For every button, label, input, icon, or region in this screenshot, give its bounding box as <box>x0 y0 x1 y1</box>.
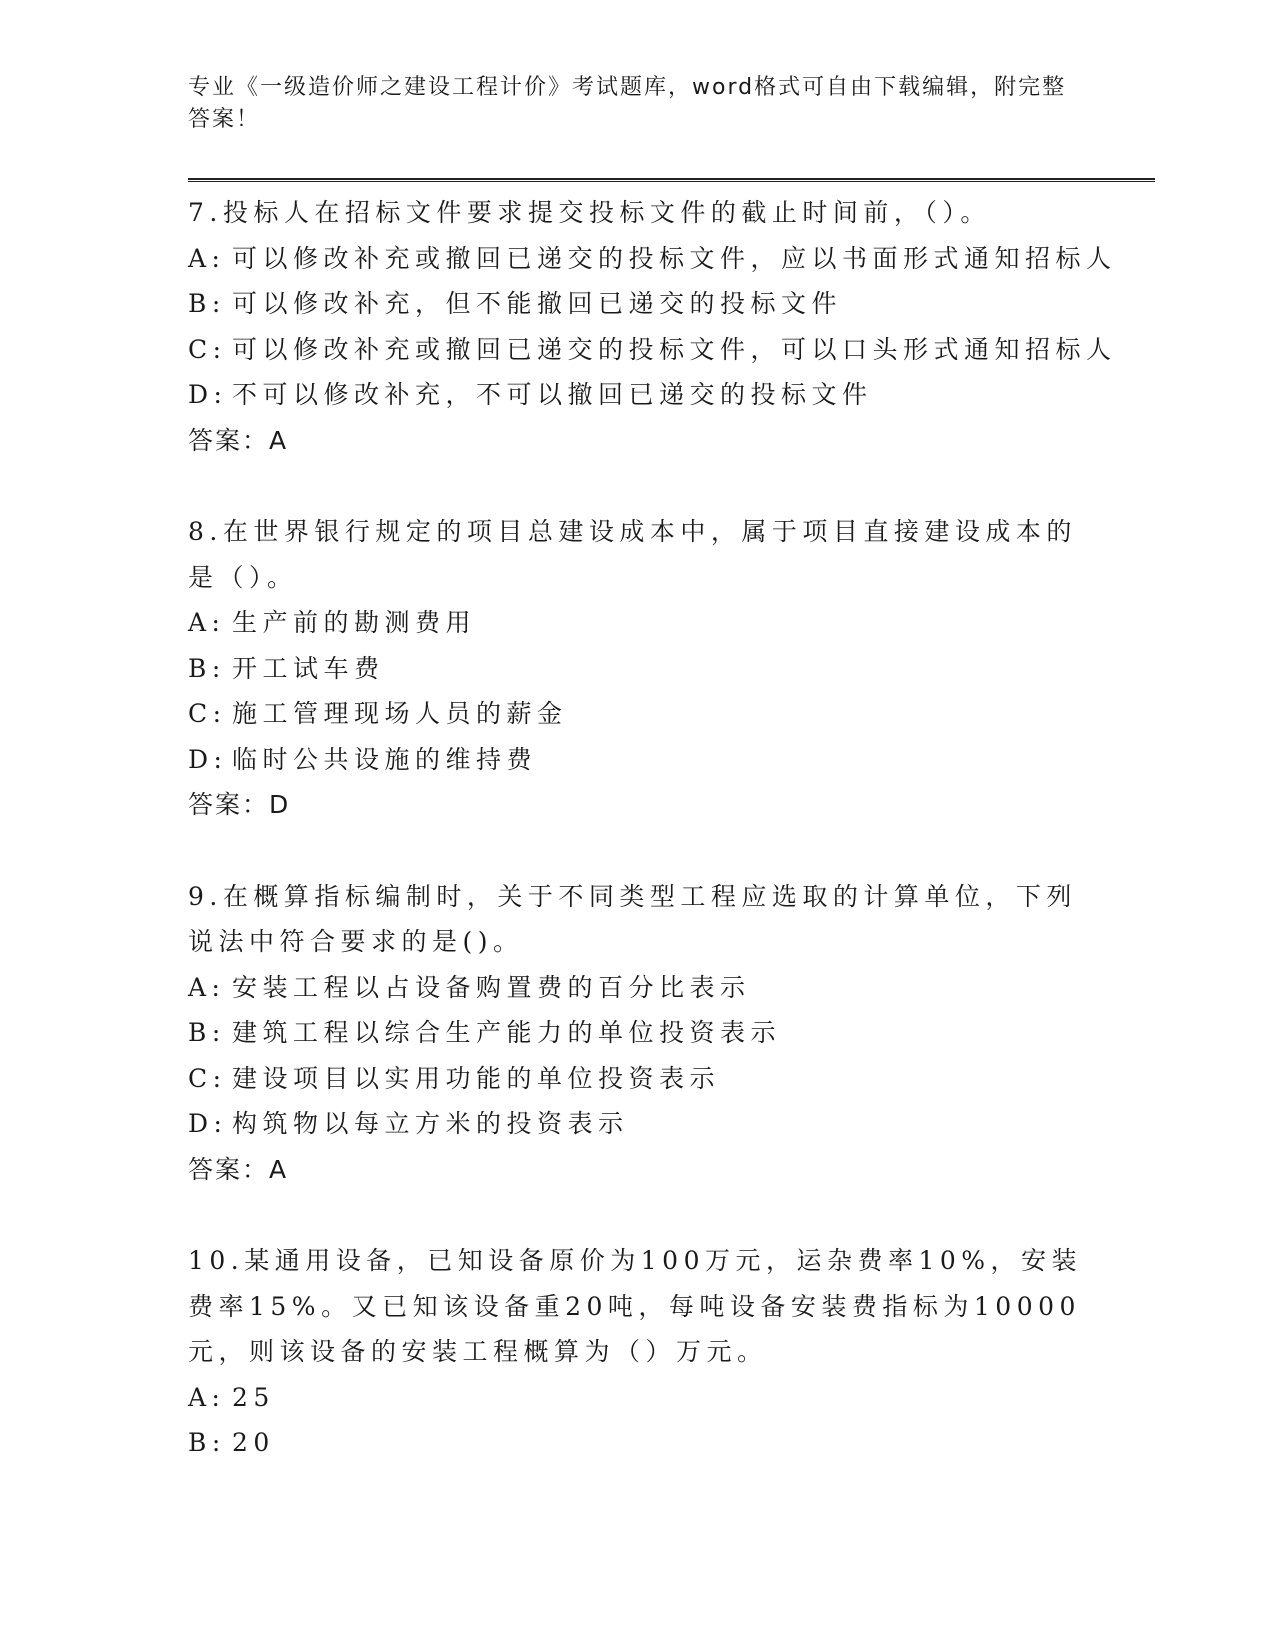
option-text: 可以修改补充或撤回已递交的投标文件，应以书面形式通知招标人 <box>232 243 1117 273</box>
option-key: D: <box>188 1109 228 1138</box>
option-key: C: <box>188 334 227 364</box>
option-text: 开工试车费 <box>232 653 385 683</box>
question-stem: 9.在概算指标编制时，关于不同类型工程应选取的计算单位，下列说法中符合要求的是()。 <box>188 881 1077 956</box>
option-text: 可以修改补充，但不能撤回已递交的投标文件 <box>232 289 843 318</box>
question-stem: 8.在世界银行规定的项目总建设成本中，属于项目直接建设成本的是（）。 <box>188 517 1077 592</box>
option-key: A: <box>188 972 226 1002</box>
option-text: 不可以修改补充，不可以撤回已递交的投标文件 <box>232 380 873 409</box>
option-text: 建设项目以实用功能的单位投资表示 <box>232 1063 721 1093</box>
option-a <box>188 965 1088 1011</box>
answer-line: 答案：A <box>188 425 289 455</box>
option-key: A: <box>188 1382 226 1412</box>
option-text: 可以修改补充或撤回已递交的投标文件，可以口头形式通知招标人 <box>232 334 1117 364</box>
option-a <box>188 600 1088 646</box>
option-b <box>188 1010 1088 1056</box>
option-key: D: <box>188 380 228 409</box>
document-intro: 专业《一级造价师之建设工程计价》考试题库，word格式可自由下载编辑，附完整答案！ <box>188 75 1067 132</box>
question-7 <box>188 190 1117 463</box>
option-d <box>188 737 1088 783</box>
option-text: 安装工程以占设备购置费的百分比表示 <box>232 972 751 1002</box>
answer-line: 答案：A <box>188 1154 289 1184</box>
option-c <box>188 327 1117 373</box>
option-b <box>188 646 1088 692</box>
option-key: C: <box>188 699 227 728</box>
option-b <box>188 281 1088 327</box>
header-divider <box>188 178 1155 182</box>
option-text: 20 <box>232 1428 275 1457</box>
question-stem: 10.某通用设备，已知设备原价为100万元，运杂费率10%，安装费率15%。又已知该设备重20吨，每吨设备安装费指标为10000元，则该设备的安装工程概算为（）万元。 <box>188 1246 1083 1366</box>
question-9 <box>188 874 1088 1193</box>
option-key: B: <box>188 289 226 318</box>
option-key: C: <box>188 1063 227 1093</box>
question-stem: 7.投标人在招标文件要求提交投标文件的截止时间前，（）。 <box>188 198 991 227</box>
question-spacer <box>188 1192 1088 1238</box>
option-text: 25 <box>232 1382 275 1412</box>
answer-line: 答案：D <box>188 790 291 819</box>
question-list <box>188 190 1117 1466</box>
option-c <box>188 1056 1088 1102</box>
option-c <box>188 691 1088 737</box>
option-key: D: <box>188 744 228 774</box>
option-a <box>188 1375 1088 1421</box>
option-d <box>188 1101 1088 1147</box>
option-b <box>188 1420 1088 1466</box>
option-a <box>188 236 1117 282</box>
option-text: 构筑物以每立方米的投资表示 <box>232 1109 629 1138</box>
option-key: B: <box>188 1018 226 1047</box>
option-key: A: <box>188 608 226 637</box>
option-text: 生产前的勘测费用 <box>232 608 477 637</box>
question-spacer <box>188 463 1088 509</box>
option-d <box>188 372 1088 418</box>
question-spacer <box>188 828 1088 874</box>
question-8 <box>188 509 1088 828</box>
option-key: A: <box>188 243 226 273</box>
option-text: 施工管理现场人员的薪金 <box>232 699 568 728</box>
option-text: 临时公共设施的维持费 <box>232 744 538 774</box>
option-text: 建筑工程以综合生产能力的单位投资表示 <box>232 1018 782 1047</box>
option-key: B: <box>188 653 226 683</box>
option-key: B: <box>188 1428 226 1457</box>
question-10 <box>188 1238 1088 1466</box>
